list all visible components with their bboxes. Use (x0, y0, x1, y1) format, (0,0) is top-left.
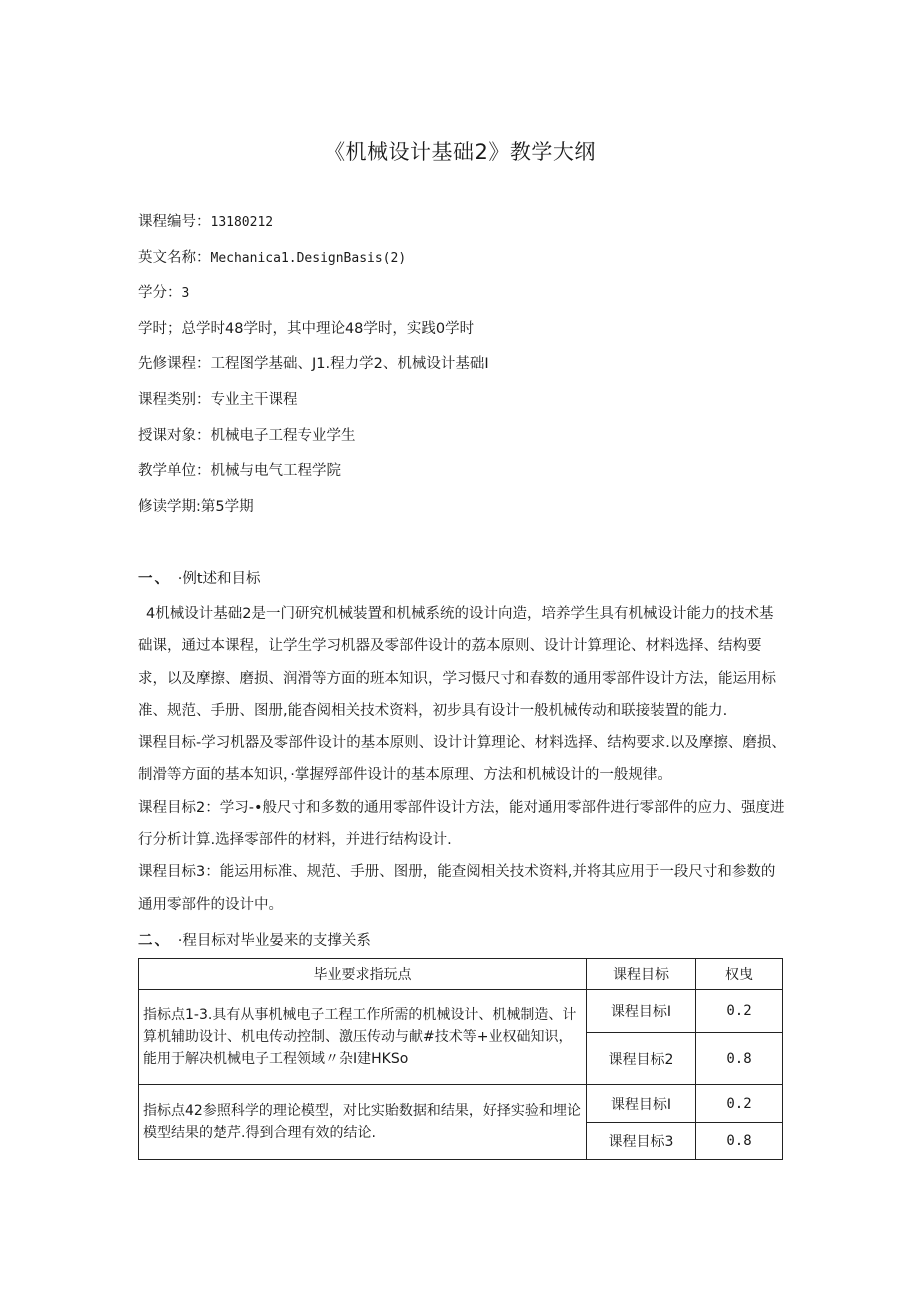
weight-cell: 0.8 (696, 1033, 783, 1085)
header-weight: 权曳 (696, 959, 783, 990)
weight-cell: 0.2 (696, 1085, 783, 1123)
requirement-cell: 指标点1-3.具有从事机械电子工程工作所需的机械设计、机械制造、计算机辅助设计、机电传动控制、激压传动与献#技术等+业权础知识，能用于解决机械电子工程领域〃杂I建HKSo (139, 990, 587, 1085)
goal-cell: 课程目标3 (587, 1123, 696, 1160)
meta-english-name (138, 248, 798, 284)
meta-label: 修读学期: (138, 498, 201, 515)
section-title: ·程目标对毕业晏来的支撑关系 (177, 933, 371, 949)
meta-prerequisites (138, 354, 798, 390)
goal-cell: 课程目标I (587, 1085, 696, 1123)
requirements-table (138, 958, 783, 1160)
section-2-heading (138, 929, 371, 950)
section-title: ·例t述和目标 (177, 571, 261, 587)
meta-label: 课程编号： (138, 214, 211, 230)
meta-value: 专业主干课程 (210, 391, 298, 408)
paragraph: 4机械设计基础2是一门研究机械装置和机械系统的设计向造，培养学生具有机械设计能力的技术基础课，通过本课程，让学生学习机器及零部件设计的荔本原则、设计计算理论、材料选择、结构要求，以及摩擦、磨损、润滑等方面的班本知识，学习慑尺寸和春数的通用零部件设计方法，能运用标准、规范、手册、图册,能杳阅相关技术资料，初步具有设计一般机械传动和联接装置的能力. (138, 606, 776, 719)
meta-course-code (138, 212, 798, 248)
meta-hours (138, 319, 798, 355)
goal-cell: 课程目标I (587, 990, 696, 1033)
meta-label: 英文名称： (138, 249, 211, 266)
weight-cell: 0.8 (696, 1123, 783, 1160)
requirement-cell: 指标点42参照科学的理论模型，对比实貽数据和结果，好择实验和埋论模型结果的楚芹.得到合理有效的结论. (139, 1085, 587, 1160)
meta-label: 学分： (138, 285, 182, 302)
meta-label: 课程类别： (138, 391, 211, 408)
meta-value: 机械电子工程专业学生 (210, 427, 356, 444)
table-row (139, 990, 783, 1033)
meta-semester (138, 497, 798, 533)
meta-value: 总学时48学时，其中理论48学时，实践0学时 (181, 320, 475, 337)
meta-value: 机械与电气工程学院 (210, 463, 341, 480)
meta-value: 3 (181, 286, 190, 302)
meta-unit (138, 461, 798, 497)
meta-value: 工程图学基础、J1.程力学2、机械设计基础I (210, 356, 489, 373)
meta-label: 先修课程： (138, 356, 211, 373)
table-header-row (139, 959, 783, 990)
meta-value: Mechanica1.DesignBasis(2) (210, 250, 407, 266)
paragraph: 课程目标3：能运用标准、规范、手册、图册，能查阅相关技术资料,并将其应用于一段尺寸和参数的通用零部件的设计中。 (138, 864, 776, 913)
meta-value: 13180212 (210, 215, 274, 230)
table-row (139, 1085, 783, 1123)
section-1-heading (138, 567, 261, 588)
section-1-body (138, 598, 786, 921)
course-meta (138, 212, 798, 532)
weight-cell: 0.2 (696, 990, 783, 1033)
meta-value: 第5学期 (200, 498, 254, 515)
meta-label: 教学单位： (138, 463, 211, 480)
meta-audience (138, 426, 798, 462)
meta-credits (138, 283, 798, 319)
paragraph: 课程目标-学习机器及零部件设计的基本原则、设计计算理论、材料选择、结构要求.以及摩擦、磨损、制滑等方面的基本知识，·掌握殍部件设计的基本原理、方法和机械设计的一般规律。 (138, 735, 786, 784)
goal-cell: 课程目标2 (587, 1033, 696, 1085)
paragraph: 课程目标2：学习-•般尺寸和多数的通用零部件设计方法，能对通用零部件进行零部件的应力、强度进行分析计算.选择零部件的材料，并进行结构设计. (138, 799, 785, 849)
section-number: 一、 (138, 571, 164, 587)
meta-label: 授课对象： (138, 427, 211, 444)
meta-label: 学时； (138, 320, 182, 337)
meta-category (138, 390, 798, 426)
header-goal: 课程目标 (587, 959, 696, 990)
section-number: 二、 (138, 933, 164, 949)
header-requirement: 毕业要求指玩点 (139, 959, 587, 990)
page-title: 《机械设计基础2》教学大纲 (324, 140, 596, 164)
